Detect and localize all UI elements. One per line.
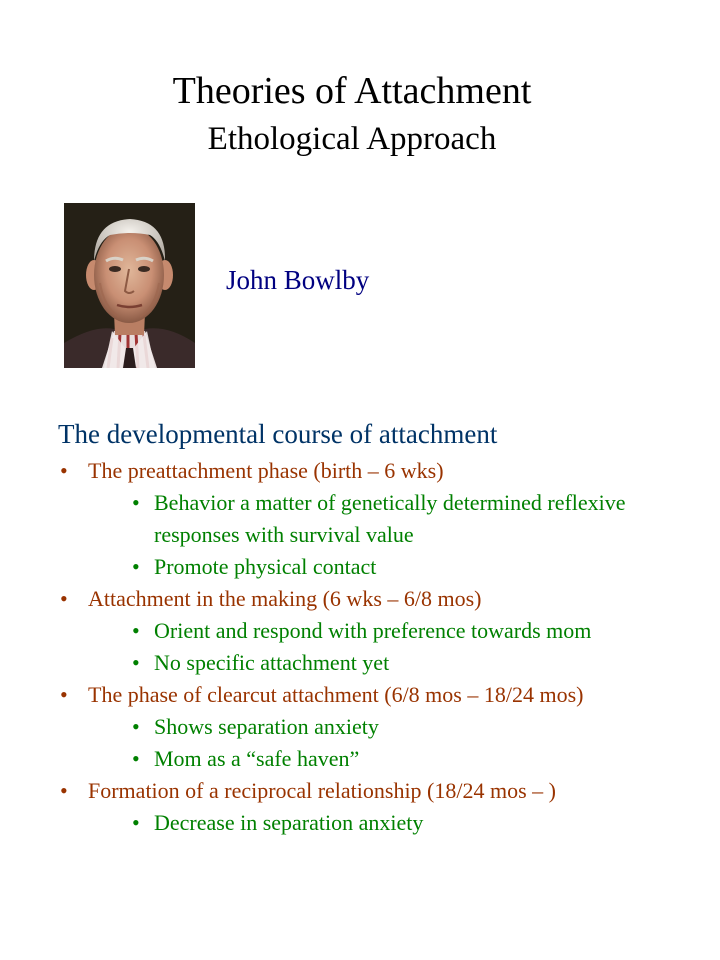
phase-point — [124, 807, 708, 839]
phase-point-text: No specific attachment yet — [154, 650, 390, 675]
phase-point-text: Shows separation anxiety — [154, 714, 379, 739]
phase-label: Formation of a reciprocal relationship (18/24 mos – ) — [88, 778, 556, 803]
portrait-caption: John Bowlby — [226, 265, 370, 295]
phase-label: The preattachment phase (birth – 6 wks) — [88, 458, 444, 483]
phase-item — [58, 583, 708, 615]
phase-point — [124, 487, 708, 551]
phase-label: The phase of clearcut attachment (6/8 mos – 18/24 mos) — [88, 682, 584, 707]
slide-title: Theories of Attachment — [172, 70, 532, 112]
phase-point — [124, 743, 708, 775]
phase-item — [58, 775, 708, 807]
phase-point — [124, 551, 708, 583]
phase-point-text: Behavior a matter of genetically determined reflexive responses with survival value — [154, 490, 626, 547]
phase-list — [58, 455, 708, 839]
phase-item — [58, 455, 708, 487]
phase-item — [58, 679, 708, 711]
phase-point-text: Promote physical contact — [154, 554, 377, 579]
section-heading: The developmental course of attachment — [58, 419, 498, 449]
phase-point-text: Orient and respond with preference towards mom — [154, 618, 592, 643]
slide-subtitle: Ethological Approach — [207, 121, 497, 157]
phase-point-text: Decrease in separation anxiety — [154, 810, 424, 835]
portrait-photo — [64, 203, 195, 368]
phase-point-text: Mom as a “safe haven” — [154, 746, 360, 771]
phase-point — [124, 647, 708, 679]
phase-point — [124, 711, 708, 743]
phase-point — [124, 615, 708, 647]
phase-label: Attachment in the making (6 wks – 6/8 mos) — [88, 586, 482, 611]
